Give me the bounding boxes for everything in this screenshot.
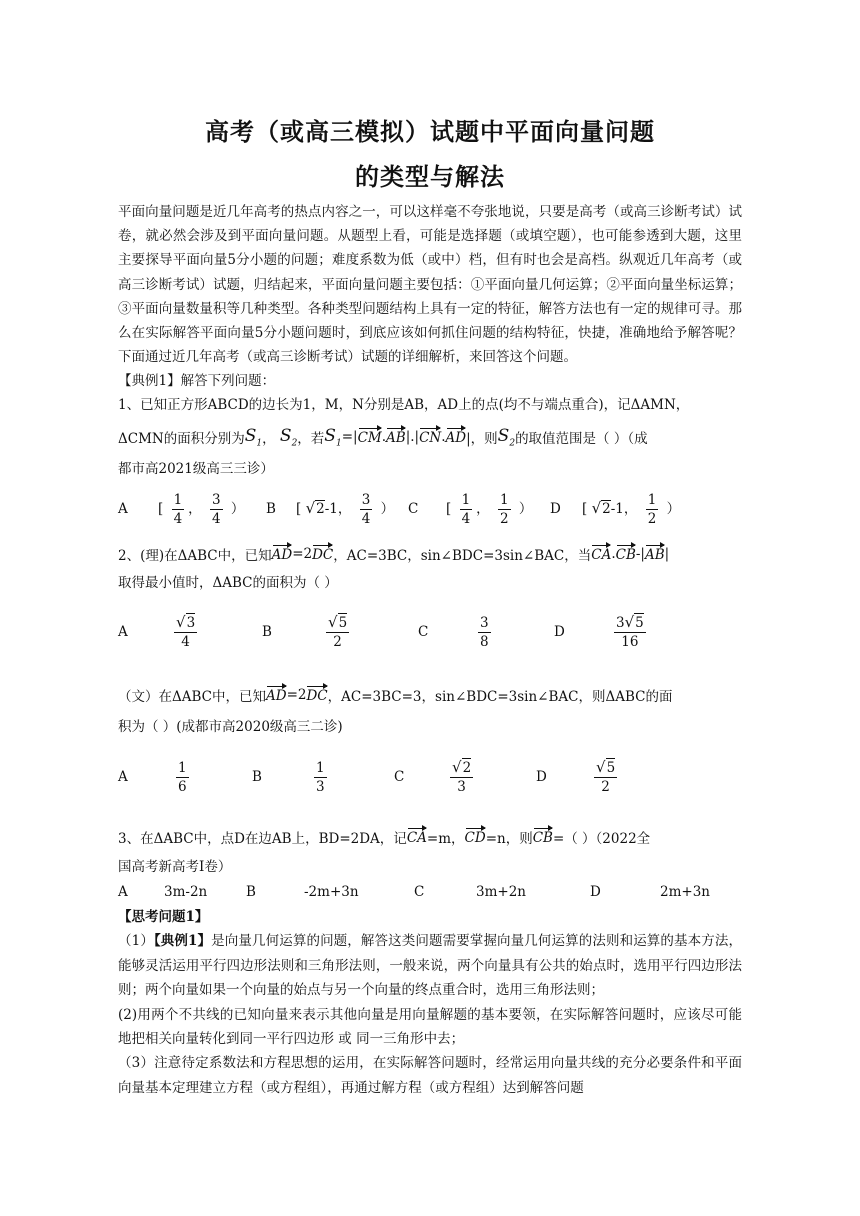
q2-opt-b-label: B: [262, 624, 272, 641]
q1-dot2: .: [441, 429, 446, 446]
q2w-opt-d-label: D: [536, 769, 547, 786]
q3-line2: 国高考新高考I卷）: [118, 859, 232, 876]
q1-comma: ，: [262, 431, 276, 448]
q1-line3: 都市高2021级高三三诊）: [118, 461, 274, 478]
q1-s1: $S_1$: [244, 426, 263, 449]
q1-eq: =|: [341, 429, 358, 446]
vec-cb-2: CB: [615, 547, 636, 564]
q2w-line2: 积为（ ）(成都市高2020级高三二诊): [118, 719, 343, 736]
q2-opt-c: $\frac{3}{8}$: [480, 614, 489, 650]
q2-opt-b: $\frac{√5}{2}$: [328, 613, 348, 651]
q1-options: [118, 481, 742, 537]
q2-bar: |: [664, 546, 670, 563]
q3-opt-d: 2m+3n: [660, 884, 710, 901]
q1-opt-d: [ √2-1， $\frac{1}{2}$ ）: [582, 491, 681, 527]
q2w-mid: ，AC=3BC=3，sin∠BDC=3sin∠BAC，则ΔABC的面: [327, 689, 673, 706]
title-line-1: 高考（或高三模拟）试题中平面向量问题: [205, 117, 655, 146]
q1-line1: 1、已知正方形ABCD的边长为1，M，N分别是AB，AD上的点(均不与端点重合)，记ΔAMN，: [118, 397, 690, 414]
q1-opt-c: [ $\frac{1}{4}$ ， $\frac{1}{2}$ ）: [446, 491, 533, 527]
q1-barend: |，则: [466, 431, 498, 448]
q2w-opt-b: $\frac{1}{3}$: [316, 759, 325, 795]
q1-line2: [118, 417, 742, 457]
title-line-2: 的类型与解法: [355, 162, 505, 191]
q1-text-a: ΔCMN的面积分别为: [118, 431, 245, 448]
q3-opt-b: -2m+3n: [304, 884, 359, 901]
q2-opt-d-label: D: [554, 624, 565, 641]
q2w-opt-a-label: A: [118, 769, 128, 786]
document-page: [118, 108, 742, 1100]
q3-m: =m，: [426, 831, 465, 848]
vec-ca-3: CA: [406, 830, 427, 847]
q1-opt-c-label: C: [408, 501, 419, 518]
vec-ad: AD: [445, 430, 467, 447]
q1-dot1: .: [381, 429, 387, 446]
q3-tail: =（ ）（2022全: [552, 831, 651, 848]
q1-s1b: $S_1$: [324, 426, 342, 449]
vec-ab-2: AB: [645, 547, 665, 564]
q2-mid: ，AC=3BC，sin∠BDC=3sin∠BAC，当: [333, 548, 592, 565]
vec-dc-3: DC: [306, 688, 328, 705]
vec-ad-2: AD: [271, 547, 293, 564]
vec-cn: CN: [419, 430, 442, 447]
q2-line1: [118, 537, 742, 571]
q2-opt-a: $\frac{√3}{4}$: [176, 613, 196, 651]
q2-line2: 取得最小值时，ΔABC的面积为（ ）: [118, 575, 338, 592]
q1-if: ，若: [297, 431, 325, 448]
q2w-options: [118, 739, 742, 815]
vec-ad-3: AD: [266, 688, 287, 705]
intro-paragraph: 平面向量问题是近几年高考的热点内容之一，可以这样毫不夸张地说，只要是高考（或高三诊断考试）试卷，就必然会涉及到平面向量问题。从题型上看，可能是选择题（或填空题），也可能参透到大题，这里主要探导平面向量5分小题的问题；难度系数为低（或中）档，但有时也会是高档。纵观近几年高考（或高三诊断考试）试题，归结起来，平面向量问题主要包括：①平面向量几何运算；②平面向量坐标运算；③平面向量数量积等几种类型。各种类型问题结构上具有一定的特征，解答方法也有一定的规律可寻。那么在实际解答平面向量5分小题问题时，到底应该如何抓住问题的结构特征，快捷，准确地给予解答呢？下面通过近几年高考（或高三诊断考试）试题的详细解析，来回答这个问题。: [118, 204, 742, 366]
q1-opt-a: [ $\frac{1}{4}$ ， $\frac{3}{4}$ ）: [158, 491, 245, 527]
q1-opt-d-label: D: [550, 501, 561, 518]
q3-line1: [118, 819, 742, 855]
q1-barmid: |.|: [405, 429, 420, 446]
q2w-opt-c-label: C: [394, 769, 405, 786]
q1-s2: $S_2$: [279, 426, 298, 449]
q3-opt-a-label: A: [118, 884, 128, 901]
q3-opt-c-label: C: [414, 884, 425, 901]
q2-opt-d: $\frac{3√5}{16}$: [616, 613, 644, 651]
q1-s2b: $S_2$: [497, 426, 516, 449]
q2w-eq2: =2: [286, 687, 307, 704]
q3-pre: 3、在ΔABC中，点D在边AB上，BD=2DA，记: [118, 831, 407, 848]
vec-dc-2: DC: [312, 547, 334, 564]
q2-opt-a-label: A: [118, 624, 128, 641]
q2w-opt-a: $\frac{1}{6}$: [178, 759, 187, 795]
q3-options: [118, 879, 742, 905]
q3-opt-a: 3m-2n: [164, 884, 208, 901]
q2-opt-c-label: C: [418, 624, 429, 641]
vec-cm: CM: [357, 430, 382, 447]
q2w-opt-d: $\frac{√5}{2}$: [596, 758, 616, 796]
vec-cb-3: CB: [532, 830, 553, 847]
example1-header: 【典例1】解答下列问题：: [118, 373, 276, 390]
q2w-line1: [118, 675, 742, 715]
q3-n: =n，则: [485, 831, 533, 848]
q1-opt-b-label: B: [266, 501, 276, 518]
think-point-1: （1）【典例1】是向量几何运算的问题，解答这类问题需要掌握向量几何运算的法则和运算的基本方法，能够灵活运用平行四边形法则和三角形法则，一般来说，两个向量具有公共的始点时，选用平行四边形法则；两个向量如果一个向量的始点与另一个向量的终点重合时，选用三角形法则；: [118, 933, 742, 999]
q3-opt-b-label: B: [246, 884, 256, 901]
q2-options: [118, 595, 742, 669]
think-point-3: （3）注意待定系数法和方程思想的运用，在实际解答问题时，经常运用向量共线的充分必要条件和平面向量基本定理建立方程（或方程组），再通过解方程（或方程组）达到解答问题: [118, 1055, 742, 1096]
vec-ca-2: CA: [591, 547, 612, 564]
q2w-pre: （文）在ΔABC中，已知: [118, 689, 266, 706]
think-point-2: (2)用两个不共线的已知向量来表示其他向量是用向量解题的基本要领，在实际解答问题时，应该尽可能地把相关向量转化到同一平行四边形 或 同一三角形中去；: [118, 1006, 742, 1048]
q1-opt-a-label: A: [118, 501, 128, 518]
q3-opt-c: 3m+2n: [476, 884, 526, 901]
vec-ab: AB: [386, 430, 406, 447]
q2w-opt-b-label: B: [252, 769, 262, 786]
q1-opt-b: [ √2-1， $\frac{3}{4}$ ）: [296, 491, 395, 527]
q2-eq2: =2: [292, 546, 313, 563]
q2-minus: -|: [635, 546, 645, 563]
think-header: 【思考问题1】: [118, 909, 209, 926]
q2-dot: .: [611, 546, 616, 563]
q1-range: 的取值范围是（ ）（成: [515, 431, 648, 448]
vec-cd-3: CD: [464, 830, 486, 847]
q2-pre: 2、(理)在ΔABC中，已知: [118, 548, 272, 565]
q2w-opt-c: $\frac{√2}{3}$: [452, 758, 472, 796]
q3-opt-d-label: D: [590, 884, 601, 901]
